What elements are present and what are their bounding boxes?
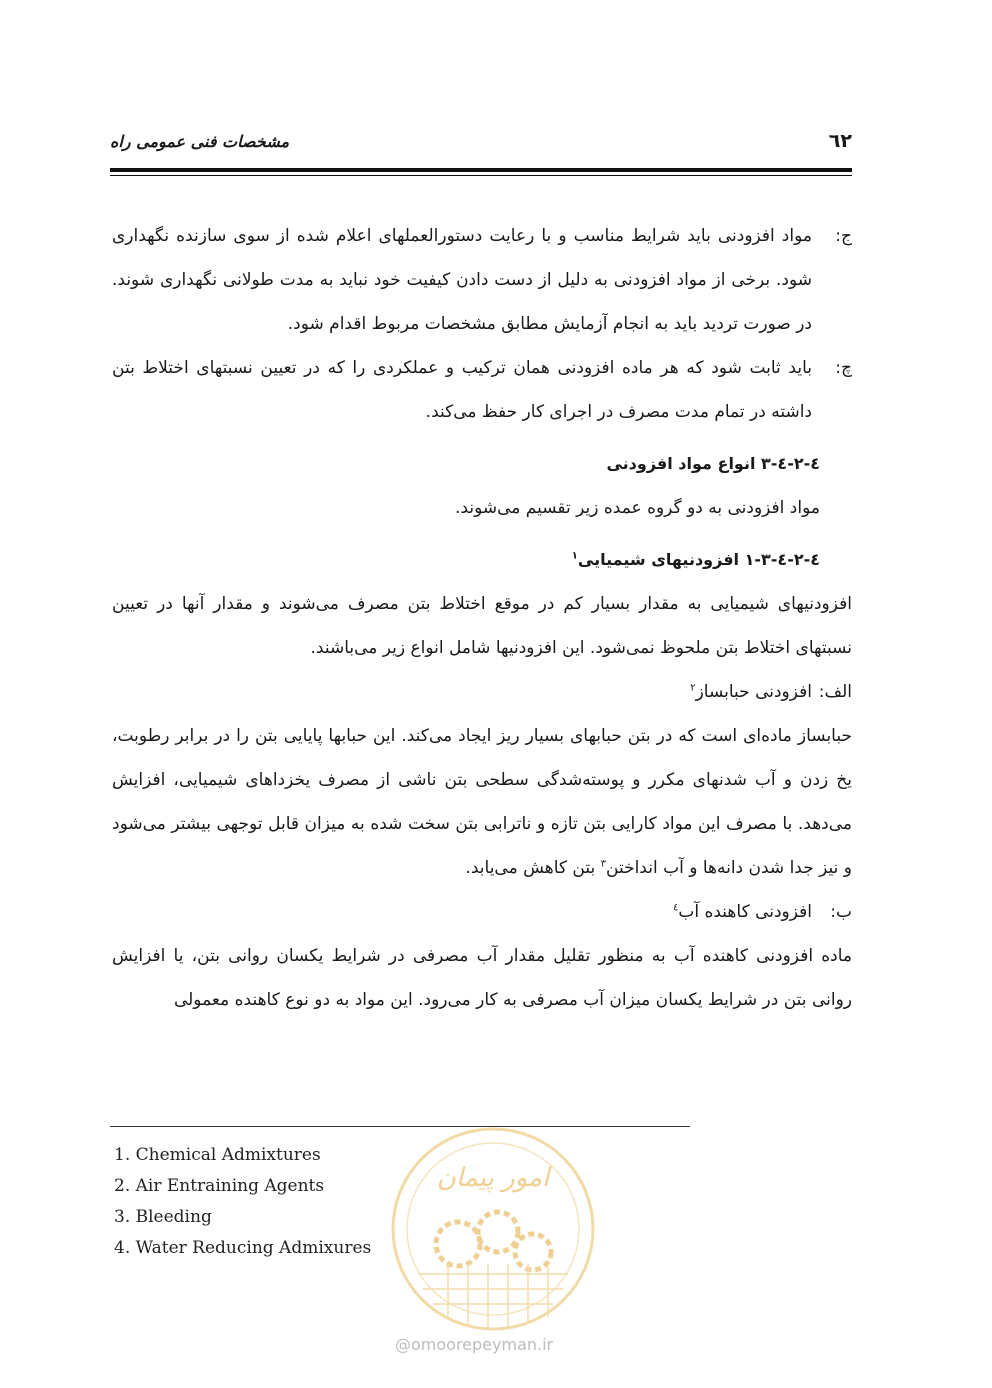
footnote-4: 4. Water Reducing Admixures	[114, 1238, 372, 1258]
item-title	[690, 670, 812, 714]
page-header	[110, 130, 852, 162]
item-marker: چ:	[835, 358, 852, 378]
page-body	[112, 214, 852, 1022]
list-item-jim	[112, 214, 852, 346]
list-item-be	[112, 890, 852, 934]
item-marker: ب:	[830, 902, 852, 922]
watermark-logo-text: امور پیمان	[436, 1163, 550, 1193]
page-number: ٦٢	[828, 130, 852, 152]
watermark-logo	[388, 1124, 598, 1354]
item-marker: الف:	[818, 682, 852, 702]
footnote-ref: ٢	[690, 682, 696, 694]
footnote-ref: ١	[571, 550, 578, 562]
section-intro: مواد افزودنی به دو گروه عمده زیر تقسیم می‌شوند.	[455, 498, 820, 518]
paragraph-text-end: بتن کاهش می‌یابد.	[465, 858, 601, 878]
header-rule-thick	[110, 168, 852, 172]
footnote-3: 3. Bleeding	[114, 1207, 212, 1227]
list-item-alef	[112, 670, 852, 714]
footnote-1: 1. Chemical Admixtures	[114, 1145, 321, 1165]
paragraph-text: حبابساز ماده‌ای است که در بتن حبابهای بسیار ریز ایجاد می‌کند. این حبابها پایایی بتن را در برابر رطوبت، یخ زدن و آب شدنهای مکرر و پوسته‌شدگی سطحی بتن ناشی از مصرف یخزداهای شیمیایی، افزایش می‌دهد. با مصرف این مواد کارایی بتن تازه و ناترابی بتن سخت شده به میزان قابل توجهی بیشتر می‌شود و نیز جدا شدن دانه‌ها و آب انداختن	[112, 726, 852, 878]
heading-text: ٤-٢-٤-٣-١ افزودنیهای شیمیایی	[577, 550, 820, 569]
item-title	[673, 890, 812, 934]
item-text: مواد افزودنی باید شرایط مناسب و با رعایت دستورالعملهای اعلام شده از سوی سازنده نگهداری شود. برخی از مواد افزودنی به دلیل از دست دادن کیفیت خود نباید به مدت طولانی نگهداری شوند. در صورت تردید باید به انجام آزمایش مطابق مشخصات مربوط اقدام شود.	[112, 226, 812, 334]
list-item-che	[112, 346, 852, 434]
header-rule-thin	[110, 175, 852, 176]
watermark-text: @omoorepeyman.ir	[395, 1335, 554, 1354]
item-title-text: افزودنی کاهنده آب	[678, 902, 812, 922]
section-heading-chemical	[112, 538, 852, 582]
footnote-2: 2. Air Entraining Agents	[114, 1176, 325, 1196]
item-text: باید ثابت شود که هر ماده افزودنی همان ترکیب و عملکردی را که در تعیین نسبتهای اختلاط بتن داشته در تمام مدت مصرف در اجرای کار حفظ می‌کند.	[112, 358, 812, 422]
section-heading-admixture-types: ٤-٢-٤-٣ انواع مواد افزودنی	[606, 454, 820, 473]
chemical-paragraph	[112, 582, 852, 670]
paragraph-text: افزودنیهای شیمیایی به مقدار بسیار کم در موقع اختلاط بتن مصرف می‌شوند و مقدار آنها در تعیین نسبتهای اختلاط بتن ملحوظ نمی‌شود. این افزودنیها شامل انواع زیر می‌باشند.	[112, 594, 852, 658]
alef-paragraph	[112, 714, 852, 890]
footnote-ref: ٣	[600, 858, 606, 870]
footnote-ref: ٤	[672, 902, 679, 914]
item-marker: ج:	[835, 226, 852, 246]
book-title: مشخصات فنی عمومی راه	[110, 132, 290, 151]
item-title-text: افزودنی حبابساز	[695, 682, 812, 702]
footnotes	[114, 1140, 371, 1264]
be-paragraph: ماده افزودنی کاهنده آب به منظور تقلیل مقدار آب مصرفی در شرایط یکسان روانی بتن، یا افزایش روانی بتن در شرایط یکسان میزان آب مصرفی به کار می‌رود. این مواد به دو نوع کاهنده معمولی	[112, 946, 852, 1010]
